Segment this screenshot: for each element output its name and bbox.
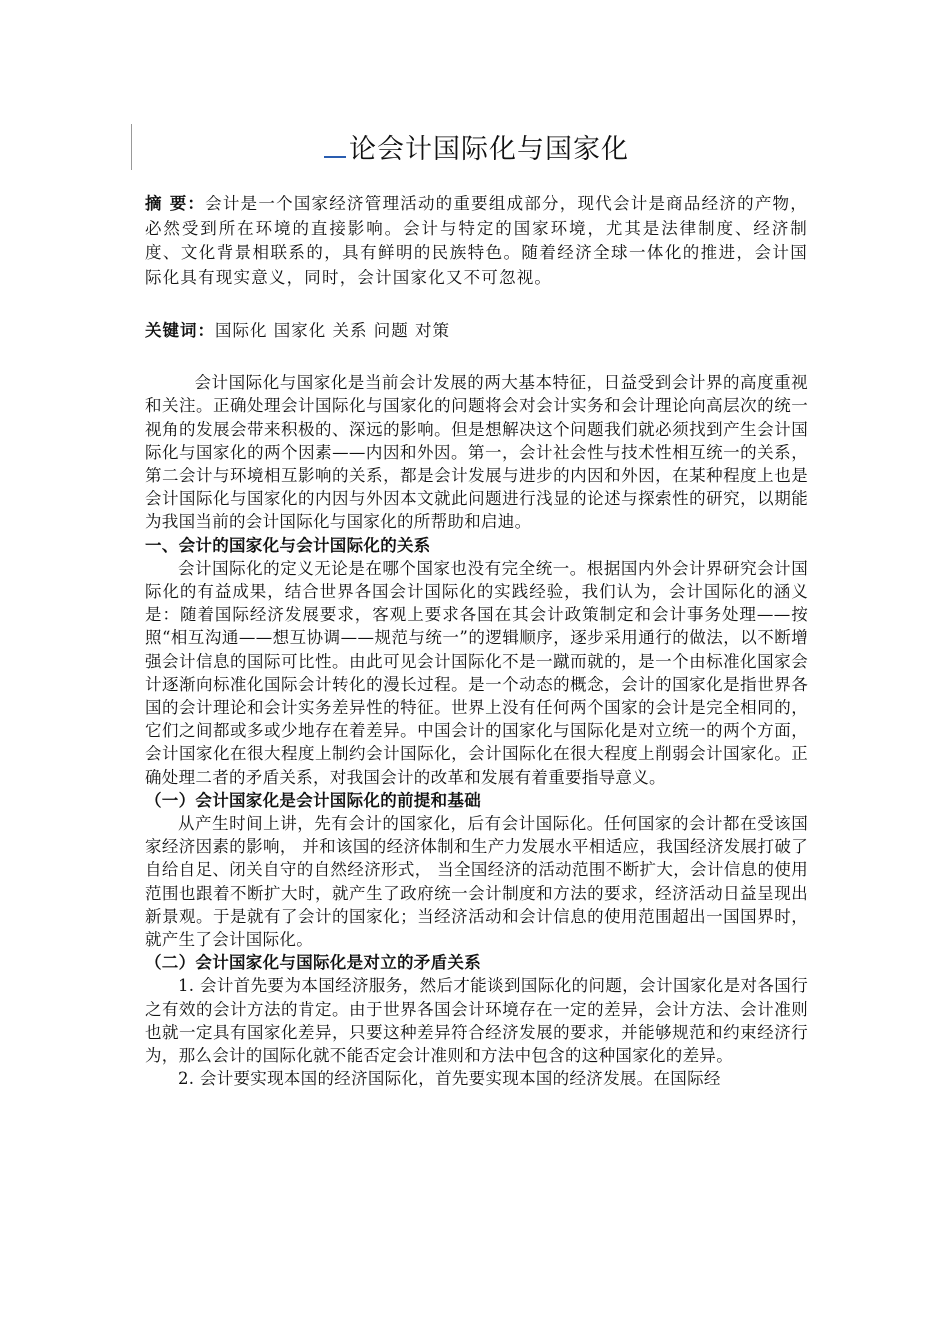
abstract: [145, 192, 808, 290]
margin-marker: [131, 124, 132, 170]
abstract-text: 会计是一个国家经济管理活动的重要组成部分，现代会计是商品经济的产物，必然受到所在环境的直接影响。会计与特定的国家环境，尤其是法律制度、经济制度、文化背景相联系的，具有鲜明的民族特色。随着经济全球一体化的推进，会计国际化具有现实意义，同时，会计国家化又不可忽视。: [145, 194, 808, 287]
subsection-2-item-1: 1. 会计首先要为本国经济服务，然后才能谈到国际化的问题，会计国家化是对各国行之有效的会计方法的肯定。由于世界各国会计环境存在一定的差异，会计方法、会计准则也就一定具有国家化差异，只要这种差异符合经济发展的要求，并能够规范和约束经济行为，那么会计的国际化就不能否定会计准则和方法中包含的这种国家化的差异。: [145, 976, 808, 1066]
title-blank-underline: [324, 130, 346, 158]
document-body: [145, 130, 808, 1091]
abstract-label: 摘 要：: [145, 194, 206, 213]
title-text: 论会计国际化与国家化: [349, 134, 629, 165]
page-title: [145, 130, 808, 170]
subsection-1-heading: （一）会计国家化是会计国际化的前提和基础: [145, 790, 481, 810]
keywords-text: 国际化 国家化 关系 问题 对策: [215, 321, 450, 340]
keywords-label: 关键词：: [145, 321, 215, 340]
keywords: [145, 319, 808, 342]
section-1-heading: 一、会计的国家化与会计国际化的关系: [145, 535, 431, 555]
subsection-2-heading: （二）会计国家化与国际化是对立的矛盾关系: [145, 953, 481, 973]
intro-paragraph: 会计国际化与国家化是当前会计发展的两大基本特征，日益受到会计界的高度重视和关注。正确处理会计国际化与国家化的问题将会对会计实务和会计理论向高层次的统一视角的发展会带来积极的、深远的影响。但是想解决这个问题我们就必须找到产生会计国际化与国家化的两个因素——内因和外因。第一，会计社会性与技术性相互统一的关系，第二会计与环境相互影响的关系，都是会计发展与进步的内因和外因，在某种程度上也是会计国际化与国家化的内因与外因本文就此问题进行浅显的论述与探索性的研究，以期能为我国当前的会计国际化与国家化的所帮助和启迪。: [145, 373, 808, 532]
section-1-paragraph: 会计国际化的定义无论是在哪个国家也没有完全统一。根据国内外会计界研究会计国际化的有益成果，结合世界各国会计国际化的实践经验，我们认为，会计国际化的涵义是：随着国际经济发展要求，客观上要求各国在其会计政策制定和会计事务处理——按照“相互沟通——想互协调——规范与统一”的逻辑顺序，逐步采用通行的做法，以不断增强会计信息的国际可比性。由此可见会计国际化不是一蹴而就的，是一个由标准化国家会计逐渐向标准化国际会计转化的漫长过程。是一个动态的概念，会计的国家化是指世界各国的会计理论和会计实务差异性的特征。世界上没有任何两个国家的会计是完全相同的，它们之间都或多或少地存在着差异。中国会计的国家化与国际化是对立统一的两个方面，会计国家化在很大程度上制约会计国际化，会计国际化在很大程度上削弱会计国家化。正确处理二者的矛盾关系，对我国会计的改革和发展有着重要指导意义。: [145, 558, 808, 787]
subsection-2-item-2: 2. 会计要实现本国的经济国际化，首先要实现本国的经济发展。在国际经: [178, 1069, 721, 1089]
subsection-1-paragraph: 从产生时间上讲，先有会计的国家化，后有会计国际化。任何国家的会计都在受该国家经济因素的影响， 并和该国的经济体制和生产力发展水平相适应，我国经济发展打破了自给自足、闭关自守的自然经济形式， 当全国经济的活动范围不断扩大，会计信息的使用范围也跟着不断扩大时，就产生了政府统一会计制度和方法的要求，经济活动日益呈现出新景观。于是就有了会计的国家化；当经济活动和会计信息的使用范围超出一国国界时，就产生了会计国际化。: [145, 814, 808, 950]
